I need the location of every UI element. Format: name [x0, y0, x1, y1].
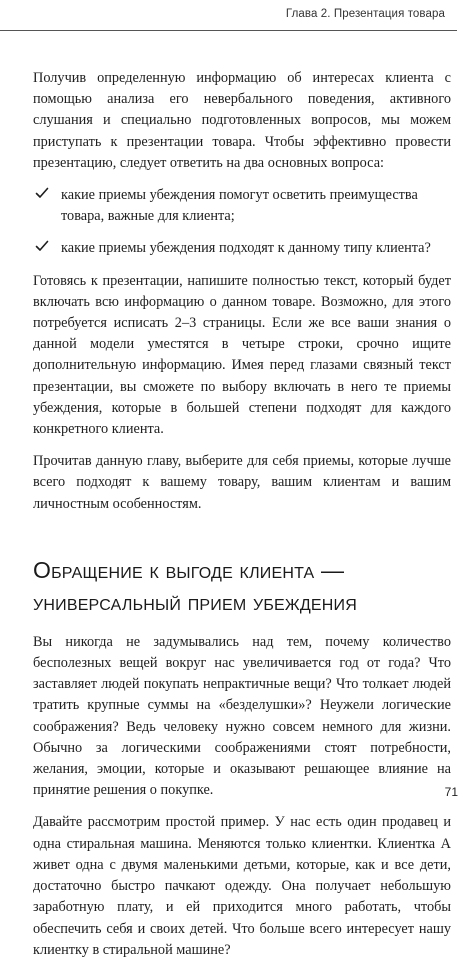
checkmark-icon: [35, 239, 49, 253]
paragraph-why: Вы никогда не задумывались над тем, почему количество бесполезных вещей вокруг нас увеличивается год от года? Что заставляет людей покупать непрактичные вещи? Что толкает людей тратить крупные суммы на «безделушки»? Неужели логические соображения? Ведь человеку нужно совсем немного для жизни. Обычно за логическими соображениями стоят потребности, желания, эмоции, которые и оказывают решающее влияние на принятие решения о покупке.: [33, 633, 451, 799]
paragraph-intro: Получив определенную информацию об интересах клиента с помощью анализа его невербального поведения, активного слушания и специально подготовленных вопросов, мы можем приступать к презентации товара. Чтобы эффективно провести презентацию, следует ответить на два основных вопроса:: [33, 70, 451, 171]
running-header: [0, 0, 457, 31]
paragraph-after-reading: Прочитав данную главу, выберите для себя приемы, которые лучше всего подходят к вашему товару, вашим клиентам и вашим личностным особенностям.: [33, 453, 451, 512]
page-number: 71: [444, 785, 458, 799]
paragraph-prepare: Готовясь к презентации, напишите полностью текст, который будет включать всю информацию о данном товаре. Возможно, для этого потребуется исписать 2–3 страницы. Если же все ваши знания о данной модели уместятся в четыре строки, срочно ищите дополнительную информацию. Имея перед глазами связный текст презентации, вы сможете по выбору включать в него те приемы убеждения, которые в большей степени подходят для каждого конкретного клиента.: [33, 272, 451, 438]
paragraph-example: Давайте рассмотрим простой пример. У нас есть один продавец и одна стиральная машина. Меняются только клиентки. Клиентка А живет одна с двумя маленькими детьми, которые, как и все дети, достаточно быстро пачкают одежду. Она получает небольшую заработную плату, и ей приходится много работать, чтобы обеспечить себя и своих детей. Что больше всего интересует нашу клиентку в стиральной машине?: [33, 814, 451, 958]
page-body: [33, 68, 451, 961]
list-item: [33, 185, 451, 227]
list-item-text: какие приемы убеждения подходят к данному типу клиента?: [61, 240, 431, 257]
section-heading: Обращение к выгоде клиента — универсальный прием убеждения: [33, 556, 357, 615]
chapter-title: Глава 2. Презентация товара: [285, 8, 445, 20]
checkmark-icon: [35, 186, 49, 200]
list-item-text: какие приемы убеждения помогут осветить преимущества товара, важные для клиента;: [61, 187, 418, 225]
question-list: [33, 185, 451, 260]
list-item: [33, 238, 451, 259]
